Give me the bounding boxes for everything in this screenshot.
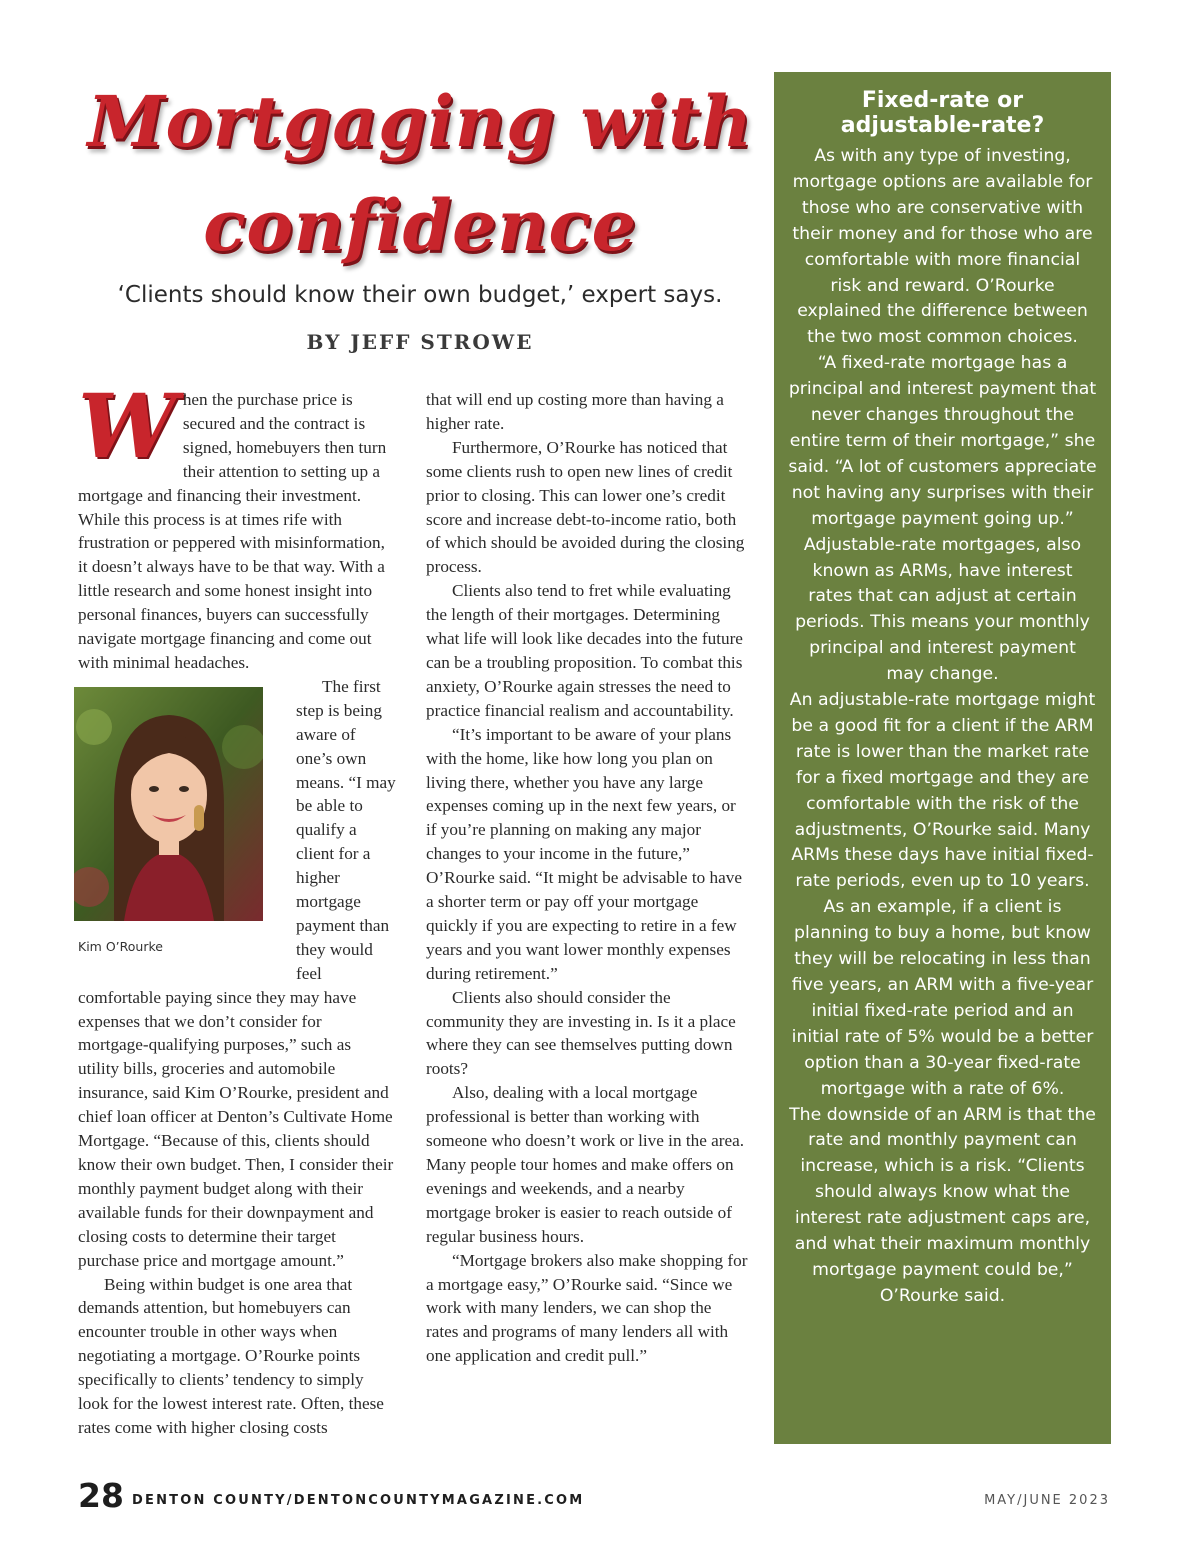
- article-subtitle: ‘Clients should know their own budget,’ expert says.: [117, 282, 723, 308]
- issue-date: MAY/JUNE 2023: [984, 1493, 1110, 1508]
- intro-text: hen the purchase price is secured and the contract is signed, homebuyers then turn their attention to setting up a mortgage and financing their investment. While this process is at times rife with frustration or peppered with misinformation, it doesn’t always have to be that way. With a little research and some honest insight into personal finances, buyers can successfully navigate mortgage financing and come out with minimal headaches.: [78, 390, 387, 672]
- photo-caption: Kim O’Rourke: [78, 938, 163, 954]
- article-title: [60, 70, 780, 278]
- sidebar-paragraph: An adjustable-rate mortgage might be a good fit for a client if the ARM rate is lower than the market rate for a fixed mortgage and they are comfortable with the risk of the adjustments, O’Rourke said. Many ARMs these days have initial fixed-rate periods, even up to 10 years.: [789, 690, 1096, 892]
- page-number: 28: [78, 1476, 124, 1515]
- sidebar-body: [788, 144, 1097, 1310]
- byline: BY JEFF STROWE: [306, 330, 534, 354]
- sidebar-paragraph: As an example, if a client is planning to buy a home, but know they will be relocating in less than five years, an ARM with a five-year initial fixed-rate period and an initial rate of 5% would be a better option than a 30-year fixed-rate mortgage with a rate of 6%.: [791, 897, 1094, 1099]
- sidebar-paragraph: “A fixed-rate mortgage has a principal and interest payment that never changes throughout the entire term of their mortgage,” she said. “A lot of customers appreciate not having any surprises with their mortgage payment going up.”: [788, 353, 1097, 529]
- sidebar-paragraph: As with any type of investing, mortgage options are available for those who are conservative with their money and for those who are comfortable with more financial risk and reward. O’Rourke explained the difference between the two most common choices.: [792, 146, 1093, 348]
- paragraph: Clients also should consider the community they are investing in. Is it a place where they can see themselves putting down roots?: [426, 987, 736, 1079]
- title-line-2: confidence: [203, 184, 637, 267]
- paragraph: Clients also tend to fret while evaluating the length of their mortgages. Determining what life will look like decades into the future can be a troubling proposition. To combat this anxiety, O’Rourke again stresses the need to practice financial realism and accountability.: [426, 581, 743, 720]
- paragraph: Furthermore, O’Rourke has noticed that some clients rush to open new lines of credit prior to closing. This can lower one’s credit score and increase debt-to-income ratio, both of which should be avoided during the closing process.: [426, 437, 745, 577]
- paragraph-intro: [78, 374, 396, 675]
- sidebar-title: Fixed-rate or adjustable-rate?: [840, 88, 1045, 138]
- paragraph: that will end up costing more than having a higher rate.: [426, 390, 724, 433]
- sidebar-paragraph: Adjustable-rate mortgages, also known as ARMs, have interest rates that can adjust at certain periods. This means your monthly principal and interest payment may change.: [795, 534, 1090, 685]
- paragraph: Also, dealing with a local mortgage professional is better than working with someone who doesn’t work or live in the area. Many people tour homes and make offers on evenings and weekends, and a nearby mortgage broker is easier to reach outside of regular business hours.: [426, 1083, 745, 1246]
- paragraph: Being within budget is one area that demands attention, but homebuyers can encounter trouble in other ways when negotiating a mortgage. O’Rourke points specifically to clients’ tendency to simply look for the lowest interest rate. Often, these rates come with higher closing costs: [78, 1274, 384, 1437]
- photo-figure: [78, 687, 288, 977]
- portrait-photo: [74, 687, 263, 921]
- paragraph: “Mortgage brokers also make shopping for a mortgage easy,” O’Rourke said. “Since we work with many lenders, we can shop the rates and programs of many lenders all with one application and credit pull.”: [426, 1250, 748, 1366]
- paragraph: The first step is being aware of one’s own means. “I may be able to qualify a client for a higher mortgage payment than they would feel comfortable paying since they may have expenses that we don’t consider for mortgage-qualifying purposes,” such as utility bills, groceries and automobile insurance, said Kim O’Rourke, president and chief loan officer at Denton’s Cultivate Home Mortgage. “Because of this, clients should know their own budget. Then, I consider their monthly payment budget along with their available funds for their downpayment and closing costs to determine their target purchase price and mortgage amount.”: [78, 676, 396, 1270]
- portrait-illustration: [74, 687, 263, 921]
- sidebar-box: [774, 72, 1111, 1444]
- drop-cap: W: [78, 374, 177, 478]
- column-1: [78, 374, 396, 1440]
- sidebar-paragraph: The downside of an ARM is that the rate and monthly payment can increase, which is a risk. “Clients should always know what the interest rate adjustment caps are, and what their maximum monthly mortgage payment could be,” O’Rourke said.: [789, 1104, 1096, 1306]
- publication-name: DENTON COUNTY/DENTONCOUNTYMAGAZINE.COM: [132, 1493, 585, 1508]
- column-2: [426, 388, 748, 1368]
- title-line-1: Mortgaging with: [87, 80, 753, 163]
- paragraph: “It’s important to be aware of your plans with the home, like how long you plan on living there, whether you have any large expenses coming up in the next few years, or if you’re planning on making any major changes to your income in the future,” O’Rourke said. “It might be advisable to have a shorter term or pay off your mortgage quickly if you are expecting to retire in a few years and you want lower monthly expenses during retirement.”: [426, 724, 742, 983]
